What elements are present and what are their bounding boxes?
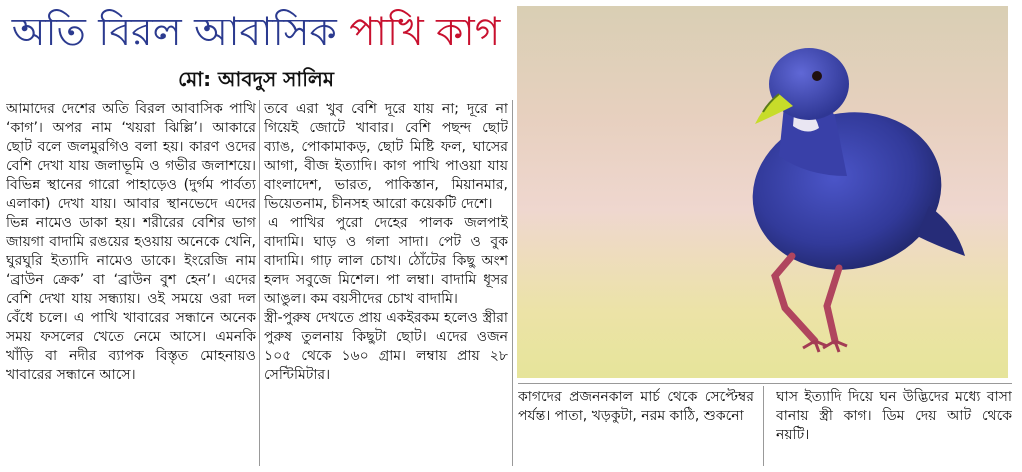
bird-photo	[517, 6, 1008, 378]
article-column-3	[518, 388, 754, 468]
column-2-paragraph-2: এ পাখির পুরো দেহের পালক জলপাই বাদামি। ঘাড় ও গলা সাদা। পেট ও বুক বাদামি। গাঢ় লাল চোখ। ঠোঁটের কিছু অংশ হলদ সবুজে মিশেল। পা লম্বা। বাদামি ধূসর আঙুল। কম বয়সীদের চোখ বাদামি।	[264, 215, 508, 307]
column-divider	[259, 100, 260, 466]
headline-part-1: অতি বিরল আবাসিক	[11, 10, 350, 55]
column-4-text: ঘাস ইত্যাদি দিয়ে ঘন উদ্ভিদের মধ্যে বাসা বানায় স্ত্রী কাগ। ডিম দেয় আট থেকে নয়টি।	[776, 389, 1012, 443]
article-column-4	[776, 388, 1012, 468]
column-2-paragraph-3: স্ত্রী-পুরুষ দেখতে প্রায় একইরকম হলেও স্ত্রীরা পুরুষ তুলনায় কিছুটা ছোট। এদের ওজন ১০৫ থেকে ১৬০ গ্রাম। লম্বায় প্রায় ২৮ সেন্টিমিটার।	[264, 310, 508, 383]
brown-crake-illustration	[517, 6, 1008, 378]
column-divider	[512, 100, 513, 466]
caption-rule	[518, 383, 1012, 384]
column-divider	[763, 386, 764, 466]
column-1-text: আমাদের দেশের অতি বিরল আবাসিক পাখি ‘কাগ’। অপর নাম ‘খয়রা ঝিল্লি’। আকারে ছোট বলে জলমুরগিও বলা হয়। কারণ ওদের বেশি দেখা যায় জলাভূমি ও গভীর জলাশয়ে। বিভিন্ন স্থানের গারো পাহাড়েও (দুর্গম পার্বত্য এলাকা) দেখা যায়। আবার স্থানভেদে এদের ভিন্ন নামেও ডাকা হয়। শরীরের বেশির ভাগ জায়গা বাদামি রঙয়ের হওয়ায় অনেকে খেনি, ঘুরঘুরি ইত্যাদি নামেও ডাকে। ইংরেজি নাম ‘ব্রাউন ক্রেক’ বা ‘ব্রাউন বুশ হেন’। এদের বেশি দেখা যায় সন্ধ্যায়। ওই সময়ে ওরা দল বেঁধে চলে। এ পাখি খাবারের সন্ধানে অনেক সময় ফসলের খেতে নেমে আসে। এমনকি খাঁড়ি বা নদীর ব্যাপক বিস্তৃত মোহনায়ও খাবারের সন্ধানে আসে।	[6, 101, 256, 383]
column-2-paragraph-1: তবে এরা খুব বেশি দূরে যায় না; দূরে না গিয়েই জোটে খাবার। বেশি পছন্দ ছোট ব্যাঙ, পোকামাকড়, ছোট মিষ্টি ফল, ঘাসের আগা, বীজ ইত্যাদি। কাগ পাখি পাওয়া যায় বাংলাদেশ, ভারত, পাকিস্তান, মিয়ানমার, ভিয়েতনাম, চীনসহ আরো কয়েকটি দেশে।	[264, 101, 508, 212]
article-column-2	[264, 100, 508, 468]
article-headline	[6, 4, 506, 62]
byline: মো: আবদুস সালিম	[178, 67, 334, 91]
article-column-1	[6, 100, 256, 468]
headline-part-2: পাখি কাগ	[349, 10, 501, 55]
column-3-text: কাগদের প্রজননকাল মার্চ থেকে সেপ্টেম্বর পর্যন্ত। পাতা, খড়কুটা, নরম কাঠি, শুকনো	[518, 389, 754, 424]
